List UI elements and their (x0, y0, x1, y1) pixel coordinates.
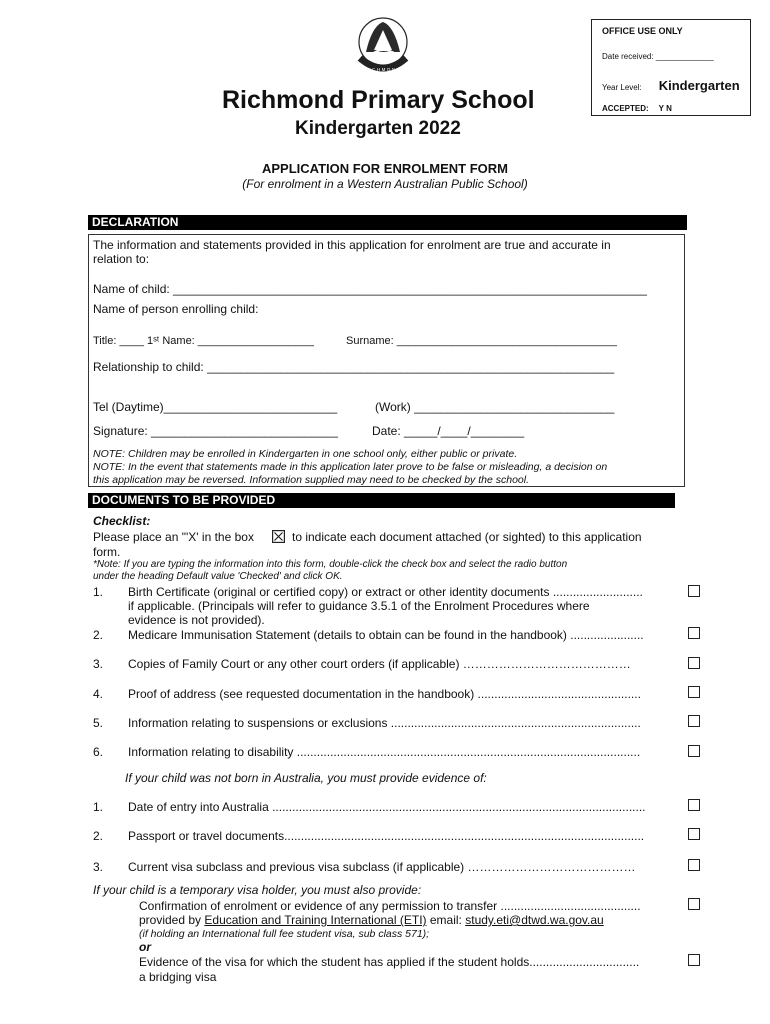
declaration-note-1: NOTE: Children may be enrolled in Kindergarten in one school only, either public or private. (93, 448, 518, 460)
checkbox-confirmation-of-enrolment[interactable] (688, 898, 700, 910)
instruction-part-a: Please place an "'X' in the box (93, 530, 254, 544)
item-number: 1. (93, 800, 104, 814)
item-medicare: Medicare Immunisation Statement (details to obtain can be found in the handbook) ...................... (128, 628, 644, 642)
checkbox-proof-of-address[interactable] (688, 686, 700, 698)
form-subtitle: (For enrolment in a Western Australian Public School) (242, 177, 528, 191)
item-birth-certificate: Birth Certificate (original or certified copy) or extract or other identity documents ........................... (128, 585, 643, 599)
item-number: 6. (93, 745, 104, 759)
year-level-value: Kindergarten (658, 78, 740, 93)
item-number: 3. (93, 657, 104, 671)
relationship-field[interactable]: Relationship to child: _____________________________________________________________ (93, 360, 615, 374)
checkbox-bridging-visa[interactable] (688, 954, 700, 966)
date-field[interactable]: Date: _____/____/________ (372, 424, 525, 438)
tel-daytime-field[interactable]: Tel (Daytime)__________________________ (93, 400, 338, 414)
checkbox-court-orders[interactable] (688, 657, 700, 669)
form-title: APPLICATION FOR ENROLMENT FORM (261, 161, 509, 176)
office-use-title: OFFICE USE ONLY (602, 26, 683, 36)
declaration-note-3: this application may be reversed. Information supplied may need to be checked by the school. (93, 474, 530, 486)
office-use-box (591, 19, 751, 116)
declaration-heading: DECLARATION (88, 215, 687, 230)
declaration-note-2: NOTE: In the event that statements made in this application later prove to be false or misleading, a decision on (93, 461, 608, 473)
eti-line (139, 913, 604, 927)
item-number: 1. (93, 585, 104, 599)
item-suspensions: Information relating to suspensions or exclusions ........................................................................... (128, 716, 641, 730)
not-born-heading: If your child was not born in Australia, you must provide evidence of: (125, 771, 487, 785)
checkbox-disability[interactable] (688, 745, 700, 757)
accepted-options: Y N (658, 104, 672, 113)
item-birth-certificate-line3: evidence is not provided). (128, 613, 265, 627)
name-of-child-field[interactable]: Name of child: _______________________________________________________________________ (93, 282, 647, 296)
checkbox-medicare[interactable] (688, 627, 700, 639)
eti-email-label: email: (429, 913, 462, 927)
item-court-orders: Copies of Family Court or any other court orders (if applicable) …………………………………… (128, 657, 631, 671)
item-confirmation-of-enrolment: Confirmation of enrolment or evidence of any permission to transfer .......................................... (139, 899, 641, 913)
name-of-person-label: Name of person enrolling child: (93, 302, 259, 316)
checkbox-suspensions[interactable] (688, 715, 700, 727)
item-passport: Passport or travel documents............................................................................................................ (128, 829, 645, 843)
surname-field[interactable]: Surname: ____________________________________ (346, 335, 617, 347)
date-received: Date received: _____________ (602, 52, 714, 61)
item-visa-subclass: Current visa subclass and previous visa subclass (if applicable) …………………………………… (128, 860, 636, 874)
checkbox-passport[interactable] (688, 828, 700, 840)
school-logo-emblem (352, 16, 414, 78)
item-number: 3. (93, 860, 104, 874)
tel-work-field[interactable]: (Work) ______________________________ (375, 400, 615, 414)
item-proof-of-address: Proof of address (see requested documentation in the handbook) ................................................. (128, 687, 641, 701)
item-disability: Information relating to disability ....................................................................................................... (128, 745, 641, 759)
eti-email-link[interactable]: study.eti@dtwd.wa.gov.au (465, 913, 604, 927)
instruction-part-b: to indicate each document attached (or sighted) to this application (292, 530, 642, 544)
eti-provided-by: provided by (139, 913, 202, 927)
typing-note-2: under the heading Default value 'Checked' and click OK. (93, 571, 343, 582)
or-label: or (139, 940, 151, 954)
declaration-intro-1: The information and statements provided in this application for enrolment are true and accurate in (93, 238, 611, 252)
item-number: 2. (93, 628, 104, 642)
item-bridging-visa: Evidence of the visa for which the student has applied if the student holds................................. (139, 955, 640, 969)
school-name: Richmond Primary School (222, 86, 535, 114)
declaration-intro-2: relation to: (93, 252, 150, 266)
year-level-label: Year Level: (602, 83, 642, 92)
item-number: 5. (93, 716, 104, 730)
eti-link[interactable]: Education and Training International (ETI) (204, 913, 427, 927)
checkbox-visa-subclass[interactable] (688, 859, 700, 871)
accepted-row (602, 104, 672, 113)
title-name-field[interactable]: Title: ____ 1ˢᵗ Name: ___________________ (93, 335, 315, 347)
item-number: 2. (93, 829, 104, 843)
visa-571-note: (if holding an International full fee student visa, sub class 571); (139, 928, 430, 940)
svg-text:RICHMOND: RICHMOND (364, 67, 402, 72)
year-level (602, 78, 740, 93)
documents-heading: DOCUMENTS TO BE PROVIDED (88, 493, 675, 508)
item-bridging-visa-line2: a bridging visa (139, 970, 217, 984)
accepted-label: ACCEPTED: (602, 104, 649, 113)
checklist-label: Checklist: (93, 514, 151, 528)
item-date-of-entry: Date of entry into Australia ................................................................................................................ (128, 800, 646, 814)
signature-field[interactable]: Signature: ____________________________ (93, 424, 338, 438)
checkbox-date-of-entry[interactable] (688, 799, 700, 811)
example-checked-box-icon (272, 530, 285, 543)
item-birth-certificate-line2: if applicable. (Principals will refer to guidance 3.5.1 of the Enrolment Procedures where (128, 599, 590, 613)
typing-note-1: *Note: If you are typing the information into this form, double-click the check box and select the radio button (93, 559, 568, 570)
page-subtitle: Kindergarten 2022 (295, 118, 461, 139)
item-number: 4. (93, 687, 104, 701)
instruction-part-c: form. (93, 545, 121, 559)
visa-holder-heading: If your child is a temporary visa holder, you must also provide: (93, 883, 422, 897)
checkbox-birth-certificate[interactable] (688, 585, 700, 597)
